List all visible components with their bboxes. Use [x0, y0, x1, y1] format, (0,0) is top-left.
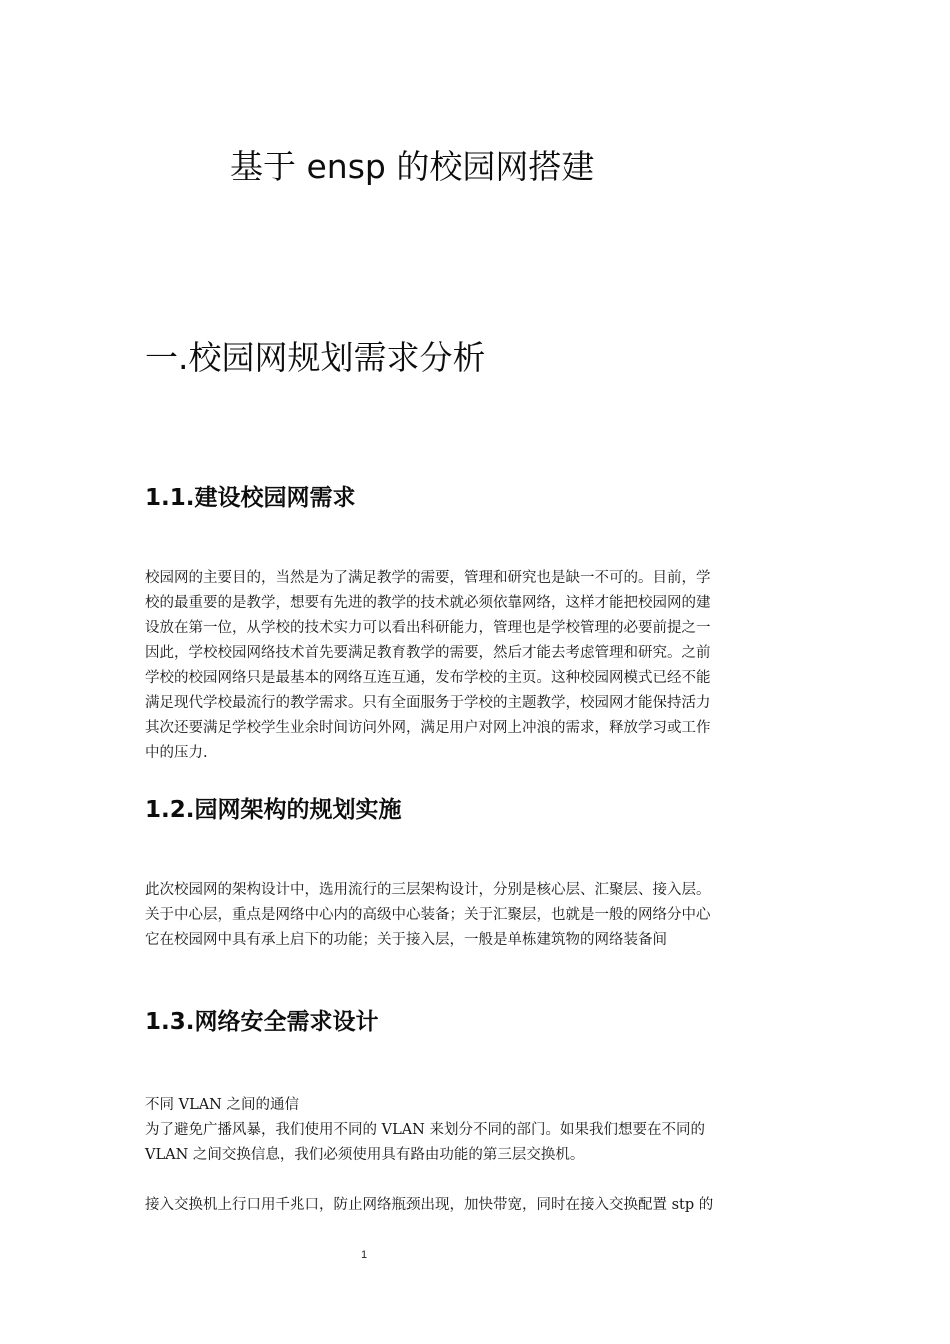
- paragraph-line: 此次校园网的架构设计中，选用流行的三层架构设计，分别是核心层、汇聚层、接入层。: [145, 882, 711, 898]
- paragraph-line: 它在校园网中具有承上启下的功能；关于接入层，一般是单栋建筑物的网络装备间: [145, 932, 667, 948]
- chapter-heading: 一.校园网规划需求分析: [145, 338, 486, 377]
- section-heading: 1.2.园网架构的规划实施: [145, 797, 402, 823]
- paragraph-line: 中的压力.: [145, 745, 208, 761]
- paragraph-line: 其次还要满足学校学生业余时间访问外网，满足用户对网上冲浪的需求，释放学习或工作: [145, 720, 711, 736]
- document-title: 基于 ensp 的校园网搭建: [230, 147, 595, 186]
- paragraph-line: VLAN 之间交换信息，我们必须使用具有路由功能的第三层交换机。: [145, 1147, 585, 1163]
- paragraph-line: 学校的校园网络只是最基本的网络互连互通，发布学校的主页。这种校园网模式已经不能: [145, 670, 711, 686]
- paragraph-line: 校园网的主要目的，当然是为了满足教学的需要，管理和研究也是缺一不可的。目前，学: [145, 570, 711, 586]
- section-heading: 1.3.网络安全需求设计: [145, 1009, 379, 1035]
- paragraph-line: 校的最重要的是教学，想要有先进的教学的技术就必须依靠网络，这样才能把校园网的建: [145, 595, 711, 611]
- paragraph-line: 不同 VLAN 之间的通信: [145, 1097, 299, 1113]
- paragraph-line: 为了避免广播风暴，我们使用不同的 VLAN 来划分不同的部门。如果我们想要在不同的: [145, 1122, 705, 1138]
- paragraph-line: 接入交换机上行口用千兆口，防止网络瓶颈出现，加快带宽，同时在接入交换配置 stp 的: [145, 1197, 714, 1213]
- paragraph-line: 因此，学校校园网络技术首先要满足教育教学的需要，然后才能去考虑管理和研究。之前: [145, 645, 711, 661]
- section-heading: 1.1.建设校园网需求: [145, 485, 356, 511]
- paragraph-line: 设放在第一位，从学校的技术实力可以看出科研能力，管理也是学校管理的必要前提之一: [145, 620, 711, 636]
- paragraph-line: 满足现代学校最流行的教学需求。只有全面服务于学校的主题教学，校园网才能保持活力: [145, 695, 711, 711]
- paragraph-line: 关于中心层，重点是网络中心内的高级中心装备；关于汇聚层，也就是一般的网络分中心: [145, 907, 711, 923]
- page-number: 1: [360, 1249, 368, 1261]
